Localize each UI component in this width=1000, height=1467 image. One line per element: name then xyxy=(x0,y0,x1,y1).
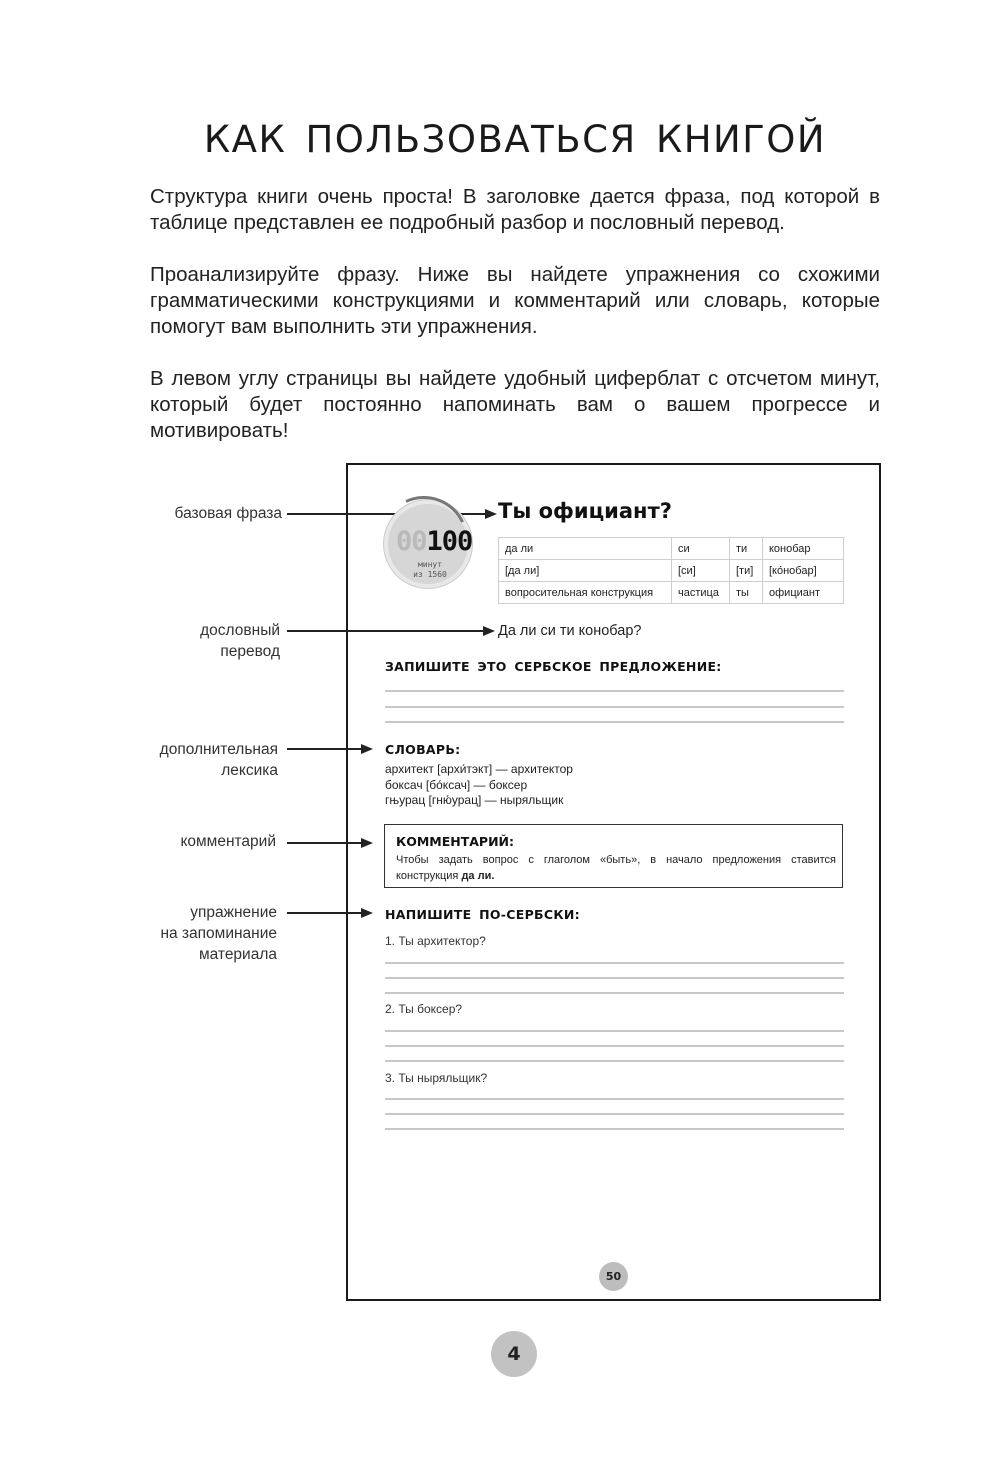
callout-text: дословный xyxy=(200,622,280,639)
dial-digits-value: 100 xyxy=(426,526,473,557)
comment-body: Чтобы задать вопрос с глаголом «быть», в начало предложения ставится конструкция xyxy=(396,854,836,882)
comment-heading: КОММЕНТАРИЙ: xyxy=(396,834,515,849)
table-cell: конобар xyxy=(763,538,844,560)
table-cell: ты xyxy=(730,582,763,604)
page-number: 4 xyxy=(491,1331,537,1377)
dial-total: из 1560 xyxy=(413,570,447,579)
callout-line xyxy=(287,842,363,844)
callout-text: материала xyxy=(198,946,277,963)
gloss-table xyxy=(498,537,844,604)
vocab-list xyxy=(385,762,573,809)
table-cell: [си] xyxy=(672,560,730,582)
callout-text: перевод xyxy=(220,643,280,660)
callout-text: дополнительная xyxy=(159,741,278,758)
table-cell: да ли xyxy=(499,538,672,560)
writing-line[interactable] xyxy=(385,962,844,964)
table-cell: частица xyxy=(672,582,730,604)
callout-line xyxy=(287,748,363,750)
dial-caption xyxy=(404,560,456,580)
comment-text xyxy=(396,853,836,884)
callout-base-phrase xyxy=(150,503,282,524)
table-row xyxy=(499,538,844,560)
callout-literal xyxy=(150,620,280,662)
intro-paragraph-3: В левом углу страницы вы найдете удобный циферблат с отсчетом минут, который будет постоянно напоминать вам о вашем прогрессе и мотивировать! xyxy=(150,367,880,442)
page-title: КАК ПОЛЬЗОВАТЬСЯ КНИГОЙ xyxy=(203,118,827,161)
writing-line[interactable] xyxy=(385,1060,844,1062)
writing-line[interactable] xyxy=(385,1128,844,1130)
dial-digits-dim: 00 xyxy=(396,526,427,557)
vocab-item: архитект [архи́тэкт] — архитектор xyxy=(385,762,573,776)
callout-text: на запоминание xyxy=(160,925,277,942)
table-cell: [да ли] xyxy=(499,560,672,582)
exercise-item: 1. Ты архитектор? xyxy=(385,934,486,948)
vocab-item: гњурац [гню́урац] — ныряльщик xyxy=(385,793,564,807)
exercise-item: 3. Ты ныряльщик? xyxy=(385,1071,488,1085)
intro-paragraph-1: Структура книги очень проста! В заголовке дается фраза, под которой в таблице представлен ее подробный разбор и пословный перевод. xyxy=(150,185,880,234)
callout-line xyxy=(287,630,485,632)
callout-text: базовая фраза xyxy=(174,505,282,522)
table-row xyxy=(499,560,844,582)
vocab-item: боксач [бо́ксач] — боксер xyxy=(385,777,528,792)
dial-unit: минут xyxy=(417,560,443,569)
dial-counter xyxy=(396,528,472,556)
table-cell: [ти] xyxy=(730,560,763,582)
writing-line[interactable] xyxy=(385,1030,844,1032)
exercise-item: 2. Ты боксер? xyxy=(385,1002,463,1016)
arrow-right-icon xyxy=(361,744,373,754)
callout-line xyxy=(287,912,363,914)
writing-line[interactable] xyxy=(385,992,844,994)
table-cell: си xyxy=(672,538,730,560)
table-cell: [ко́нобар] xyxy=(763,560,844,582)
writing-line[interactable] xyxy=(385,1113,844,1115)
table-cell: вопросительная конструкция xyxy=(499,582,672,604)
arrow-right-icon xyxy=(485,509,497,519)
exercise-heading: НАПИШИТЕ ПО-СЕРБСКИ: xyxy=(385,907,580,922)
writing-line[interactable] xyxy=(385,1045,844,1047)
comment-bold: да ли. xyxy=(461,869,495,882)
table-row xyxy=(499,582,844,604)
table-cell: ти xyxy=(730,538,763,560)
callout-text: комментарий xyxy=(180,833,276,850)
arrow-right-icon xyxy=(361,908,373,918)
callout-exercise xyxy=(130,902,277,965)
writing-line[interactable] xyxy=(385,977,844,979)
writing-line[interactable] xyxy=(385,706,844,708)
writing-line[interactable] xyxy=(385,690,844,692)
arrow-right-icon xyxy=(483,626,495,636)
vocab-heading: СЛОВАРЬ: xyxy=(385,742,461,757)
callout-text: лексика xyxy=(221,762,278,779)
writing-line[interactable] xyxy=(385,1098,844,1100)
write-heading: ЗАПИШИТЕ ЭТО СЕРБСКОЕ ПРЕДЛОЖЕНИЕ: xyxy=(385,659,722,674)
intro-paragraph-2: Проанализируйте фразу. Ниже вы найдете упражнения со схожими грамматическими конструкциями и комментарий или словарь, которые помогут вам выполнить эти упражнения. xyxy=(150,263,880,338)
comment-box xyxy=(384,824,843,888)
arrow-right-icon xyxy=(361,838,373,848)
writing-line[interactable] xyxy=(385,721,844,723)
literal-translation: Да ли си ти конобар? xyxy=(498,623,642,639)
callout-text: упражнение xyxy=(190,904,277,921)
sample-phrase: Ты официант? xyxy=(498,499,672,523)
callout-vocab xyxy=(130,739,278,781)
inner-page-number: 50 xyxy=(599,1262,628,1291)
table-cell: официант xyxy=(763,582,844,604)
callout-comment xyxy=(150,831,276,852)
